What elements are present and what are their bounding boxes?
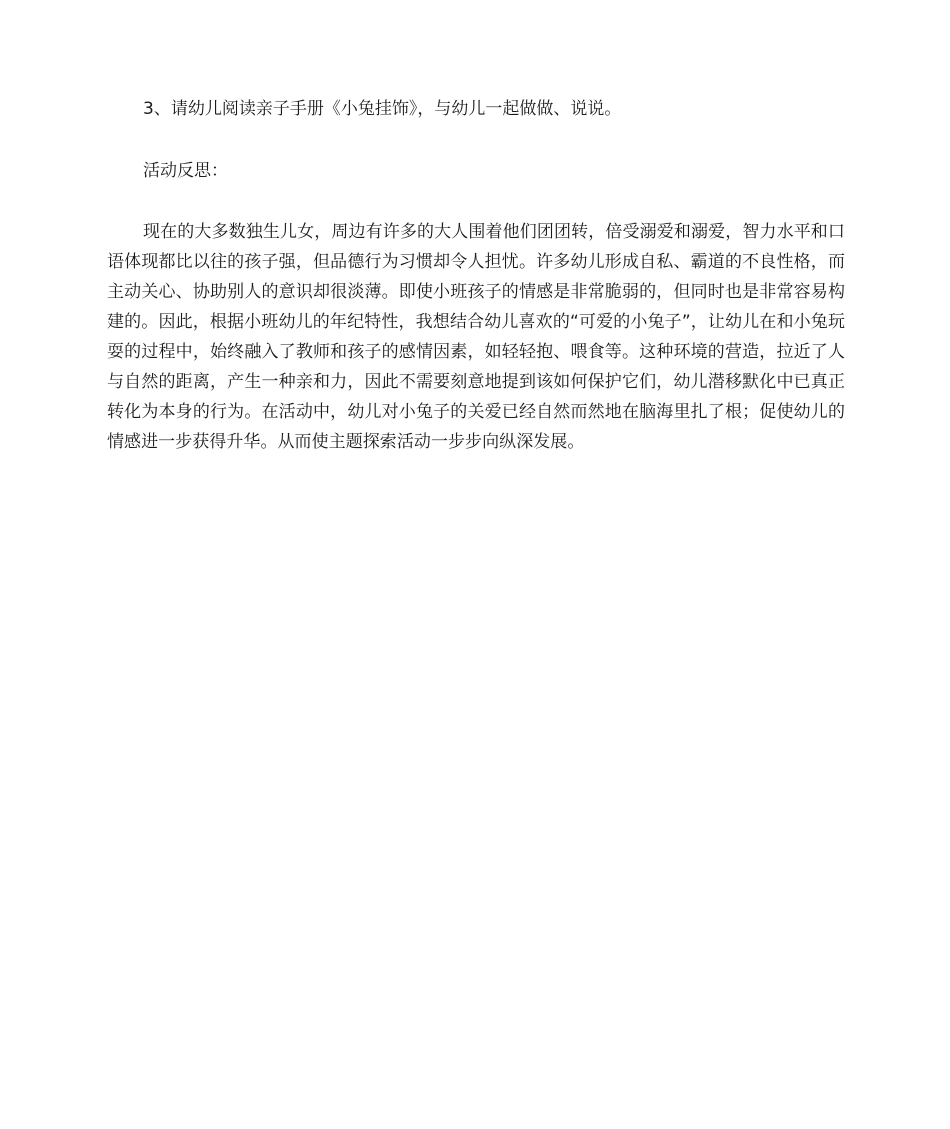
reflection-paragraph: 现在的大多数独生儿女，周边有许多的大人围着他们团团转，倍受溺爱和溺爱，智力水平和口语体现都比以往的孩子强，但品德行为习惯却令人担忧。许多幼儿形成自私、霸道的不良性格，而主动关心、协助别人的意识却很淡薄。即使小班孩子的情感是非常脆弱的，但同时也是非常容易构建的。因此，根据小班幼儿的年纪特性，我想结合幼儿喜欢的“可爱的小兔子”，让幼儿在和小兔玩耍的过程中，始终融入了教师和孩子的感情因素，如轻轻抱、喂食等。这种环境的营造，拉近了人与自然的距离，产生一种亲和力，因此不需要刻意地提到该如何保护它们，幼儿潜移默化中已真正转化为本身的行为。在活动中，幼儿对小兔子的关爱已经自然而然地在脑海里扎了根；促使幼儿的情感进一步获得升华。从而使主题探索活动一步步向纵深发展。 [107, 222, 845, 452]
activity-step-3: 3、请幼儿阅读亲子手册《小兔挂饰》，与幼儿一起做做、说说。 [143, 99, 622, 119]
reflection-heading: 活动反思： [143, 161, 228, 181]
document-content [107, 94, 845, 457]
